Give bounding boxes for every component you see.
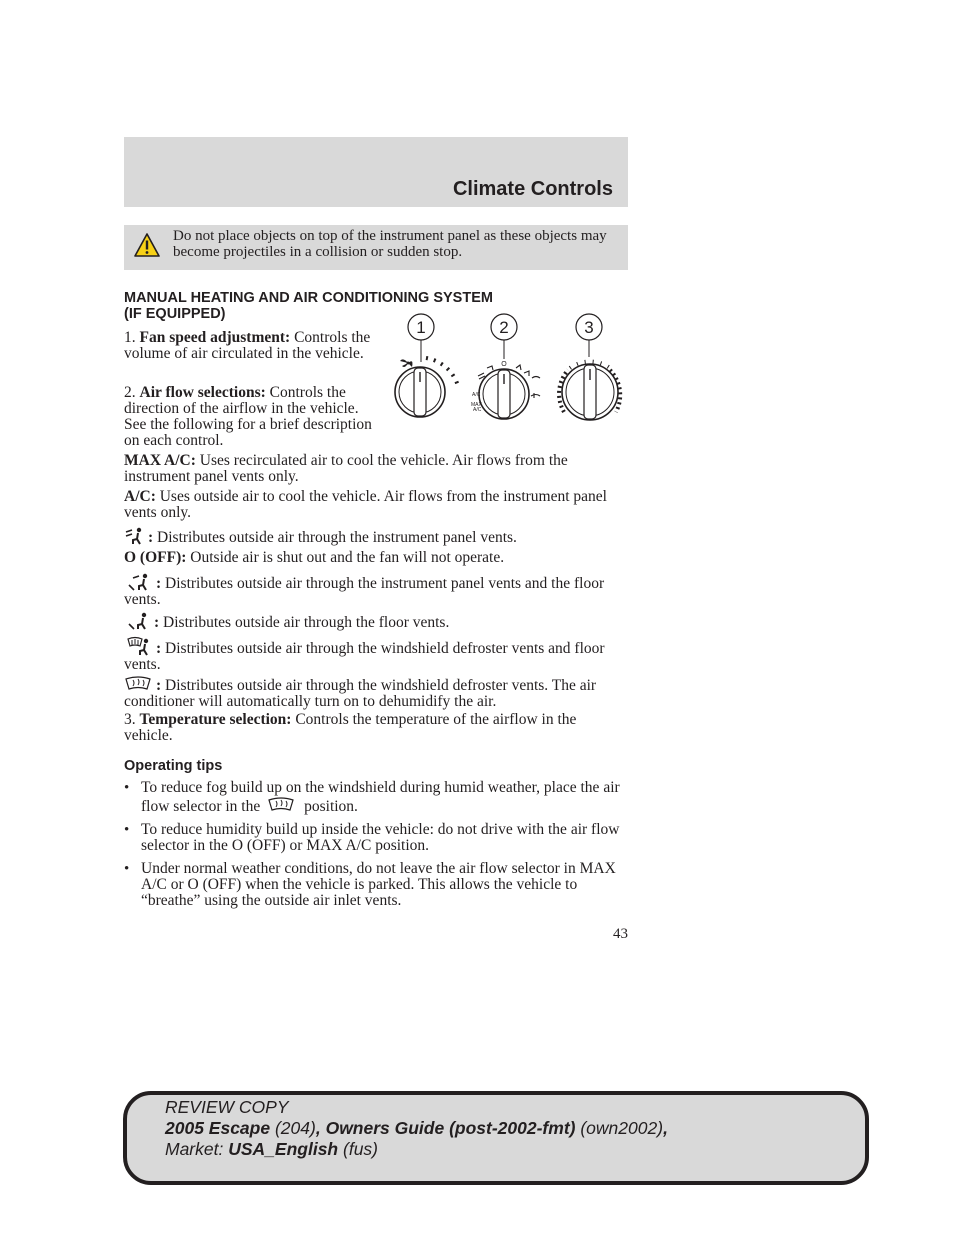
bullet-marker: • [124,822,130,838]
page-number: 43 [613,926,628,942]
svg-text:A/C: A/C [473,407,482,413]
fan-icon [400,359,413,367]
floor-defrost-mode-paragraph: : Distributes outside air through the windshield defroster vents and floor vents. [124,636,628,673]
defrost-icon [266,796,296,814]
floor-mode-paragraph: : Distributes outside air through the floor vents. [124,612,628,631]
tip-1: To reduce fog build up on the windshield during humid weather, place the air flow selector in the position. [141,779,620,815]
off-mode-paragraph: O (OFF): Outside air is shut out and the fan will not operate. [124,549,505,566]
bilevel-vent-icon [126,573,152,591]
warning-box [124,225,628,270]
tip-2: To reduce humidity build up inside the vehicle: do not drive with the air flow selector in the O (OFF) or MAX A/C position. [141,821,620,854]
air-flow-label: Air flow selections: [139,384,266,401]
warning-triangle-icon [134,232,160,258]
air-flow-knob [471,361,540,419]
review-label: REVIEW COPY [165,1097,289,1117]
svg-text:3: 3 [584,318,594,337]
callout-3 [576,314,602,340]
header-band [124,137,628,207]
guide-name: Owners Guide (post-2002-fmt) [325,1118,576,1138]
section-heading-line2: (IF EQUIPPED) [124,306,226,322]
panel-vent-icon [124,527,144,545]
tip-3: Under normal weather conditions, do not leave the air flow selector in MAX A/C or O (OFF) when the vehicle is parked. This allows the vehicle to “breathe” using the outside air inlet vents. [141,860,616,909]
max-ac-label: MAX A/C: [124,452,196,469]
climate-control-diagram [388,312,638,424]
svg-text:O: O [501,361,507,368]
review-copy-box [123,1091,869,1185]
page-title: Climate Controls [452,178,613,200]
warning-text: Do not place objects on top of the instrument panel as these objects may become projectiles in a collision or sudden stop. [173,228,607,260]
callout-1 [408,314,434,340]
temperature-knob [559,361,620,420]
ac-paragraph: A/C: Uses outside air to cool the vehicle. Air flows from the instrument panel vents only. [124,488,607,521]
svg-text:MAX: MAX [471,402,482,408]
fan-speed-knob [395,358,458,417]
floor-vent-icon [126,612,150,630]
market-name: USA_English [228,1139,339,1159]
operating-tips-heading: Operating tips [124,758,223,774]
bilevel-mode-paragraph: : Distributes outside air through the instrument panel vents and the floor vents. [124,575,605,608]
callout-2 [491,314,517,340]
defrost-icon [124,675,152,693]
defrost-mode-paragraph: : Distributes outside air through the windshield defroster vents. The air conditioner will automatically turn on to dehumidify the air. [124,677,597,710]
fan-speed-label: Fan speed adjustment: [139,329,291,346]
fan-speed-paragraph: 1. Fan speed adjustment: Controls the volume of air circulated in the vehicle. [124,329,371,362]
svg-text:2: 2 [499,318,509,337]
air-flow-paragraph: 2. Air flow selections: Controls the direction of the airflow in the vehicle. See the following for a brief description on each control. [124,384,372,449]
bullet-marker: • [124,780,130,796]
svg-text:1: 1 [416,318,426,337]
max-ac-paragraph: MAX A/C: Uses recirculated air to cool the vehicle. Air flows from the instrument panel vents only. [124,452,568,485]
model-name: 2005 Escape [165,1118,271,1138]
section-heading-line1: MANUAL HEATING AND AIR CONDITIONING SYSTEM [124,290,493,306]
svg-text:A/C: A/C [472,392,481,398]
temperature-label: Temperature selection: [139,711,292,728]
temperature-paragraph: 3. Temperature selection: Controls the temperature of the airflow in the vehicle. [124,711,577,744]
ac-label: A/C: [124,488,156,505]
review-copy-text: REVIEW COPY 2005 Escape (204), Owners Guide (post-2002-fmt) (own2002), Market: USA_English (fus) [165,1097,668,1159]
bullet-marker: • [124,861,130,877]
panel-mode-paragraph: : Distributes outside air through the instrument panel vents. [124,527,628,546]
floor-defrost-icon [126,636,152,656]
off-label: O (OFF): [124,549,187,566]
